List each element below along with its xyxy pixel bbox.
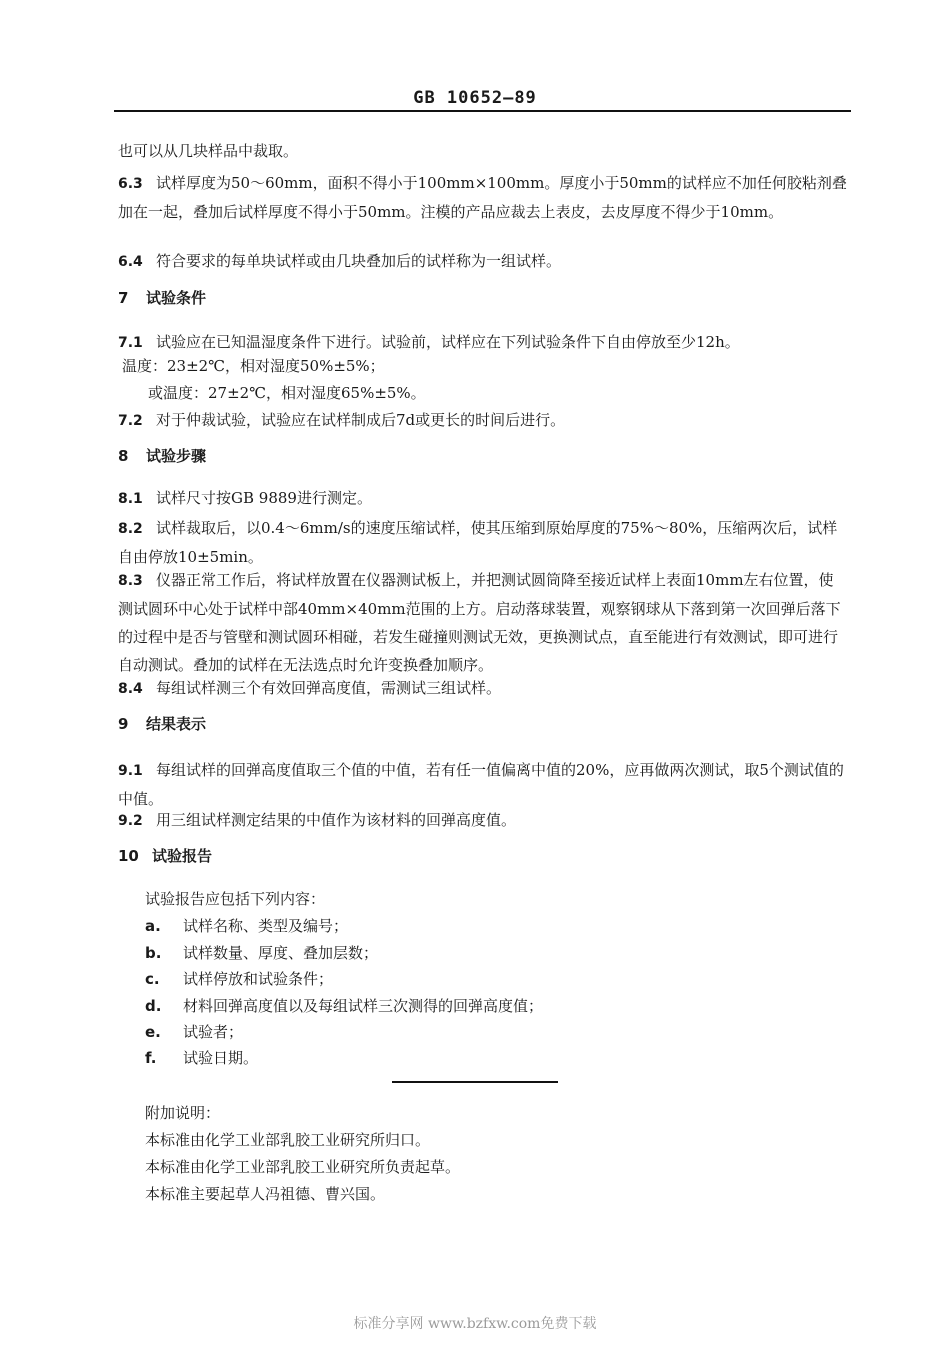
clause-number: 8.4 [118,681,143,697]
item-label: e. [145,1023,161,1041]
report-item-c [145,966,333,992]
clause-8-1 [118,484,848,513]
report-intro [145,886,325,912]
section-10-heading [118,842,212,870]
item-text: 试验日期。 [183,1049,259,1067]
report-item-a [145,913,348,939]
section-number: 7 [118,289,129,307]
section-8-heading [118,442,206,470]
clause-number: 8.3 [118,573,143,589]
clause-number: 9.2 [118,813,143,829]
clause-text: 每组试样测三个有效回弹高度值，需测试三组试样。 [156,679,502,697]
paragraph-text: 也可以从几块样品中裁取。 [118,142,299,160]
item-label: c. [145,970,160,988]
clause-text: 符合要求的每单块试样或由几块叠加后的试样称为一组试样。 [156,252,562,270]
clause-text: 仪器正常工作后，将试样放置在仪器测试板上，并把测试圆筒降至接近试样上表面10mm左右位置，使测试圆环中心处于试样中部40mm×40mm范围的上方。启动落球装置，观察钢球从下落到第一次回弹后落下的过程中是否与管壁和测试圆环相碰，若发生碰撞则测试无效，更换测试点，直至能进行有效测试，即可进行自动测试。叠加的试样在无法选点时允许变换叠加顺序。 [118,571,841,674]
report-intro-text: 试验报告应包括下列内容： [145,890,326,908]
section-title: 试验步骤 [146,447,207,465]
condition-text: 温度：23±2℃，相对湿度50%±5%； [122,357,385,375]
condition-line-1 [122,352,852,380]
item-text: 试样停放和试验条件； [183,970,334,988]
section-number: 8 [118,447,129,465]
clause-text: 试样裁取后，以0.4～6mm/s的速度压缩试样，使其压缩到原始厚度的75%～80%，压缩两次后，试样自由停放10±5min。 [118,519,838,566]
notes-text: 本标准主要起草人冯祖德、曹兴国。 [145,1185,386,1203]
clause-text: 试样厚度为50～60mm，面积不得小于100mm×100mm。厚度小于50mm的试样应不加任何胶粘剂叠加在一起，叠加后试样厚度不得小于50mm。注模的产品应裁去上表皮，去皮厚度不得少于10mm。 [118,174,847,221]
notes-line-1 [145,1127,430,1153]
notes-text: 本标准由化学工业部乳胶工业研究所负责起草。 [145,1158,461,1176]
item-label: b. [145,944,162,962]
clause-6-4 [118,247,848,276]
notes-title-text: 附加说明： [145,1104,221,1122]
item-text: 试样名称、类型及编号； [183,917,349,935]
clause-text: 对于仲裁试验，试验应在试样制成后7d或更长的时间后进行。 [156,411,566,429]
clause-8-4 [118,674,848,703]
condition-line-2 [148,379,878,407]
item-label: a. [145,917,161,935]
clause-7-2 [118,406,848,435]
clause-number: 7.1 [118,335,143,351]
item-text: 材料回弹高度值以及每组试样三次测得的回弹高度值； [183,997,544,1015]
header-rule [114,110,851,112]
section-7-heading [118,284,206,312]
report-item-e [145,1019,243,1045]
clause-number: 9.1 [118,763,143,779]
report-item-f [145,1045,258,1071]
clause-text: 用三组试样测定结果的中值作为该材料的回弹高度值。 [156,811,517,829]
clause-number: 6.4 [118,254,143,270]
clause-6-3 [118,169,848,226]
section-title: 试验条件 [146,289,207,307]
clause-text: 试样尺寸按GB 9889进行测定。 [156,489,372,507]
item-label: d. [145,997,162,1015]
item-text: 试验者； [183,1023,244,1041]
paragraph-continuation [118,137,848,165]
clause-number: 8.1 [118,491,143,507]
clause-text: 试验应在已知温湿度条件下进行。试验前，试样应在下列试验条件下自由停放至少12h。 [156,333,740,351]
clause-number: 7.2 [118,413,143,429]
report-item-b [145,940,378,966]
clause-9-1 [118,756,848,813]
report-item-d [145,993,543,1019]
clause-8-3 [118,566,848,679]
clause-text: 每组试样的回弹高度值取三个值的中值，若有任一值偏离中值的20%，应再做两次测试，取5个测试值的中值。 [118,761,844,808]
condition-text: 或温度：27±2℃，相对湿度65%±5%。 [148,384,426,402]
notes-line-3 [145,1181,385,1207]
clause-number: 8.2 [118,521,143,537]
section-title: 结果表示 [146,715,207,733]
footer-watermark: 标准分享网 www.bzfxw.com免费下载 [353,1316,597,1332]
notes-line-2 [145,1154,460,1180]
section-9-heading [118,710,206,738]
clause-9-2 [118,806,848,835]
page-header-code: GB 10652—89 [413,88,537,108]
notes-title [145,1100,220,1126]
item-label: f. [145,1049,157,1067]
section-number: 10 [118,847,139,865]
notes-text: 本标准由化学工业部乳胶工业研究所归口。 [145,1131,431,1149]
section-title: 试验报告 [152,847,213,865]
clause-8-2 [118,514,848,571]
end-rule [392,1081,558,1083]
clause-number: 6.3 [118,176,143,192]
item-text: 试样数量、厚度、叠加层数； [183,944,379,962]
section-number: 9 [118,715,129,733]
